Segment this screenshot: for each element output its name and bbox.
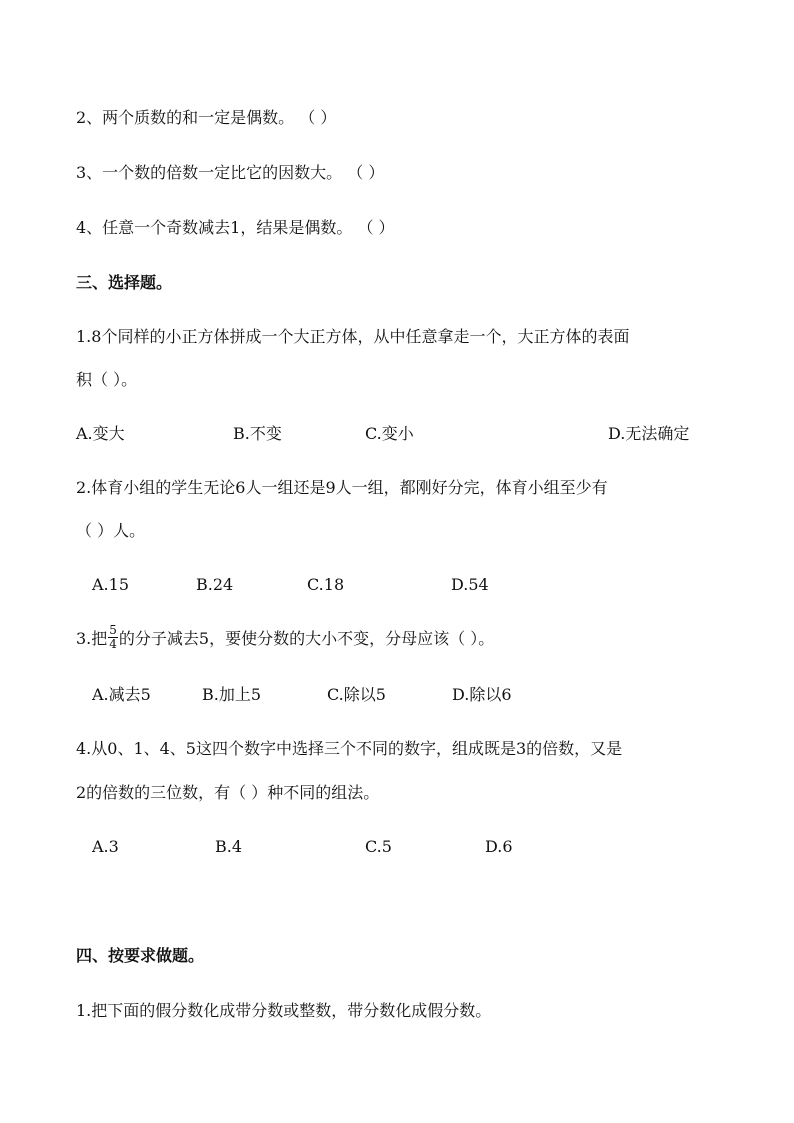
- q4-option-c: C.5: [365, 837, 392, 856]
- judge-item-3: 3、一个数的倍数一定比它的因数大。 （ ）: [76, 163, 385, 182]
- q3-fraction-numerator: 5: [109, 623, 117, 637]
- q4-option-a: A.3: [92, 837, 119, 856]
- section-3-title: 三、选择题。: [76, 273, 173, 292]
- q3-line: [76, 623, 495, 653]
- q3-option-a: A.减去5: [92, 685, 151, 704]
- q4-line-2: 2的倍数的三位数，有（ ）种不同的组法。: [76, 783, 380, 802]
- q3-option-d: D.除以6: [452, 685, 512, 704]
- q2-option-d: D.54: [451, 575, 489, 594]
- q4-option-d: D.6: [485, 837, 513, 856]
- q1-option-a: A.变大: [76, 424, 125, 443]
- q2-line-1: 2.体育小组的学生无论6人一组还是9人一组，都刚好分完，体育小组至少有: [76, 478, 608, 497]
- q3-prefix: 3.把: [76, 629, 108, 648]
- q3-option-b: B.加上5: [202, 685, 262, 704]
- q1-option-d: D.无法确定: [608, 424, 690, 443]
- q1-line-2: 积（ ）。: [76, 370, 138, 389]
- q2-option-b: B.24: [196, 575, 234, 594]
- q1-line-1: 1.8个同样的小正方体拼成一个大正方体，从中任意拿走一个，大正方体的表面: [76, 327, 630, 346]
- judge-item-2: 2、两个质数的和一定是偶数。 （ ）: [76, 108, 337, 127]
- q4-option-b: B.4: [215, 837, 243, 856]
- q3-fraction: [108, 624, 118, 651]
- q2-line-2: （ ）人。: [76, 521, 146, 540]
- section-4-q1: 1.把下面的假分数化成带分数或整数，带分数化成假分数。: [76, 1001, 492, 1020]
- q1-option-c: C.变小: [365, 424, 414, 443]
- q3-suffix: 的分子减去5，要使分数的大小不变，分母应该（ ）。: [118, 629, 495, 648]
- section-4-title: 四、按要求做题。: [76, 946, 205, 965]
- q1-option-b: B.不变: [233, 424, 282, 443]
- q3-fraction-denominator: 4: [109, 637, 117, 651]
- q2-option-a: A.15: [92, 575, 129, 594]
- q4-line-1: 4.从0、1、4、5这四个数字中选择三个不同的数字，组成既是3的倍数，又是: [76, 739, 623, 758]
- q2-option-c: C.18: [307, 575, 345, 594]
- q3-option-c: C.除以5: [327, 685, 386, 704]
- judge-item-4: 4、任意一个奇数减去1，结果是偶数。 （ ）: [76, 218, 395, 237]
